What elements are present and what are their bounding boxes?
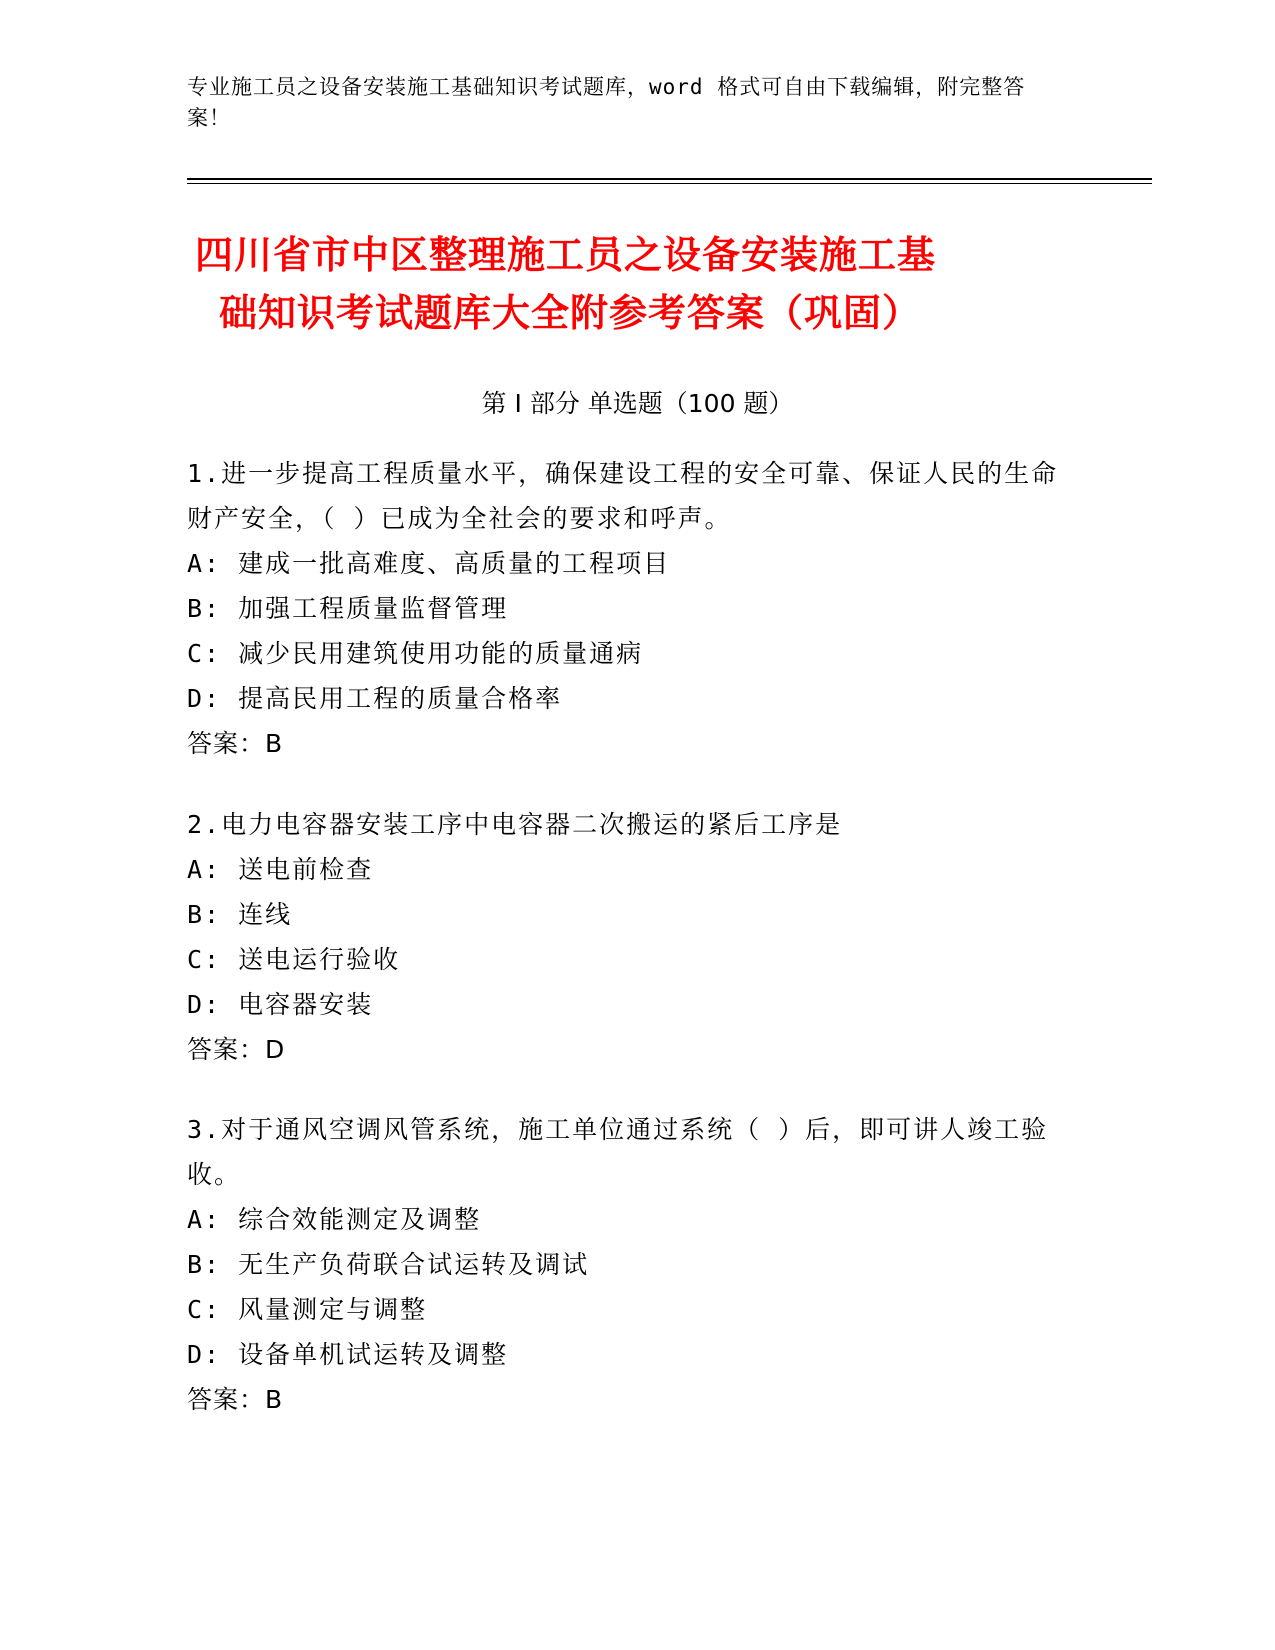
header-divider-thin — [187, 183, 1152, 184]
question-stem: 1.进一步提高工程质量水平，确保建设工程的安全可靠、保证人民的生命财产安全，（ ）已成为全社会的要求和呼声。 — [187, 459, 1059, 533]
question-stem: 3.对于通风空调风管系统，施工单位通过系统（ ）后，即可讲人竣工验收。 — [187, 1115, 1049, 1189]
option-b: B: 无生产负荷联合试运转及调试 — [187, 1250, 590, 1279]
answer: 答案：D — [187, 1035, 286, 1064]
option-a: A: 综合效能测定及调整 — [187, 1205, 482, 1234]
document-title — [195, 226, 1075, 342]
header-note: 专业施工员之设备安装施工基础知识考试题库，word 格式可自由下载编辑，附完整答案！ — [187, 75, 1026, 130]
question-3 — [187, 1107, 1067, 1422]
option-a: A: 建成一批高难度、高质量的工程项目 — [187, 549, 671, 578]
option-b: B: 加强工程质量监督管理 — [187, 594, 509, 623]
question-2 — [187, 802, 1067, 1072]
answer: 答案：B — [187, 729, 284, 758]
option-d: D: 电容器安装 — [187, 990, 374, 1019]
option-c: C: 减少民用建筑使用功能的质量通病 — [187, 639, 644, 668]
option-b: B: 连线 — [187, 900, 293, 929]
option-c: C: 送电运行验收 — [187, 945, 401, 974]
question-1 — [187, 451, 1067, 766]
header-divider-thick — [187, 178, 1152, 180]
option-a: A: 送电前检查 — [187, 855, 374, 884]
document-title-line-1: 四川省市中区整理施工员之设备安装施工基 — [195, 233, 937, 277]
option-d: D: 设备单机试运转及调整 — [187, 1340, 509, 1369]
question-stem: 2.电力电容器安装工序中电容器二次搬运的紧后工序是 — [187, 810, 843, 839]
option-d: D: 提高民用工程的质量合格率 — [187, 684, 563, 713]
document-title-line-2: 础知识考试题库大全附参考答案（巩固） — [219, 291, 922, 335]
answer: 答案：B — [187, 1385, 284, 1414]
option-c: C: 风量测定与调整 — [187, 1295, 428, 1324]
section-title: 第 I 部分 单选题（100 题） — [481, 389, 794, 418]
